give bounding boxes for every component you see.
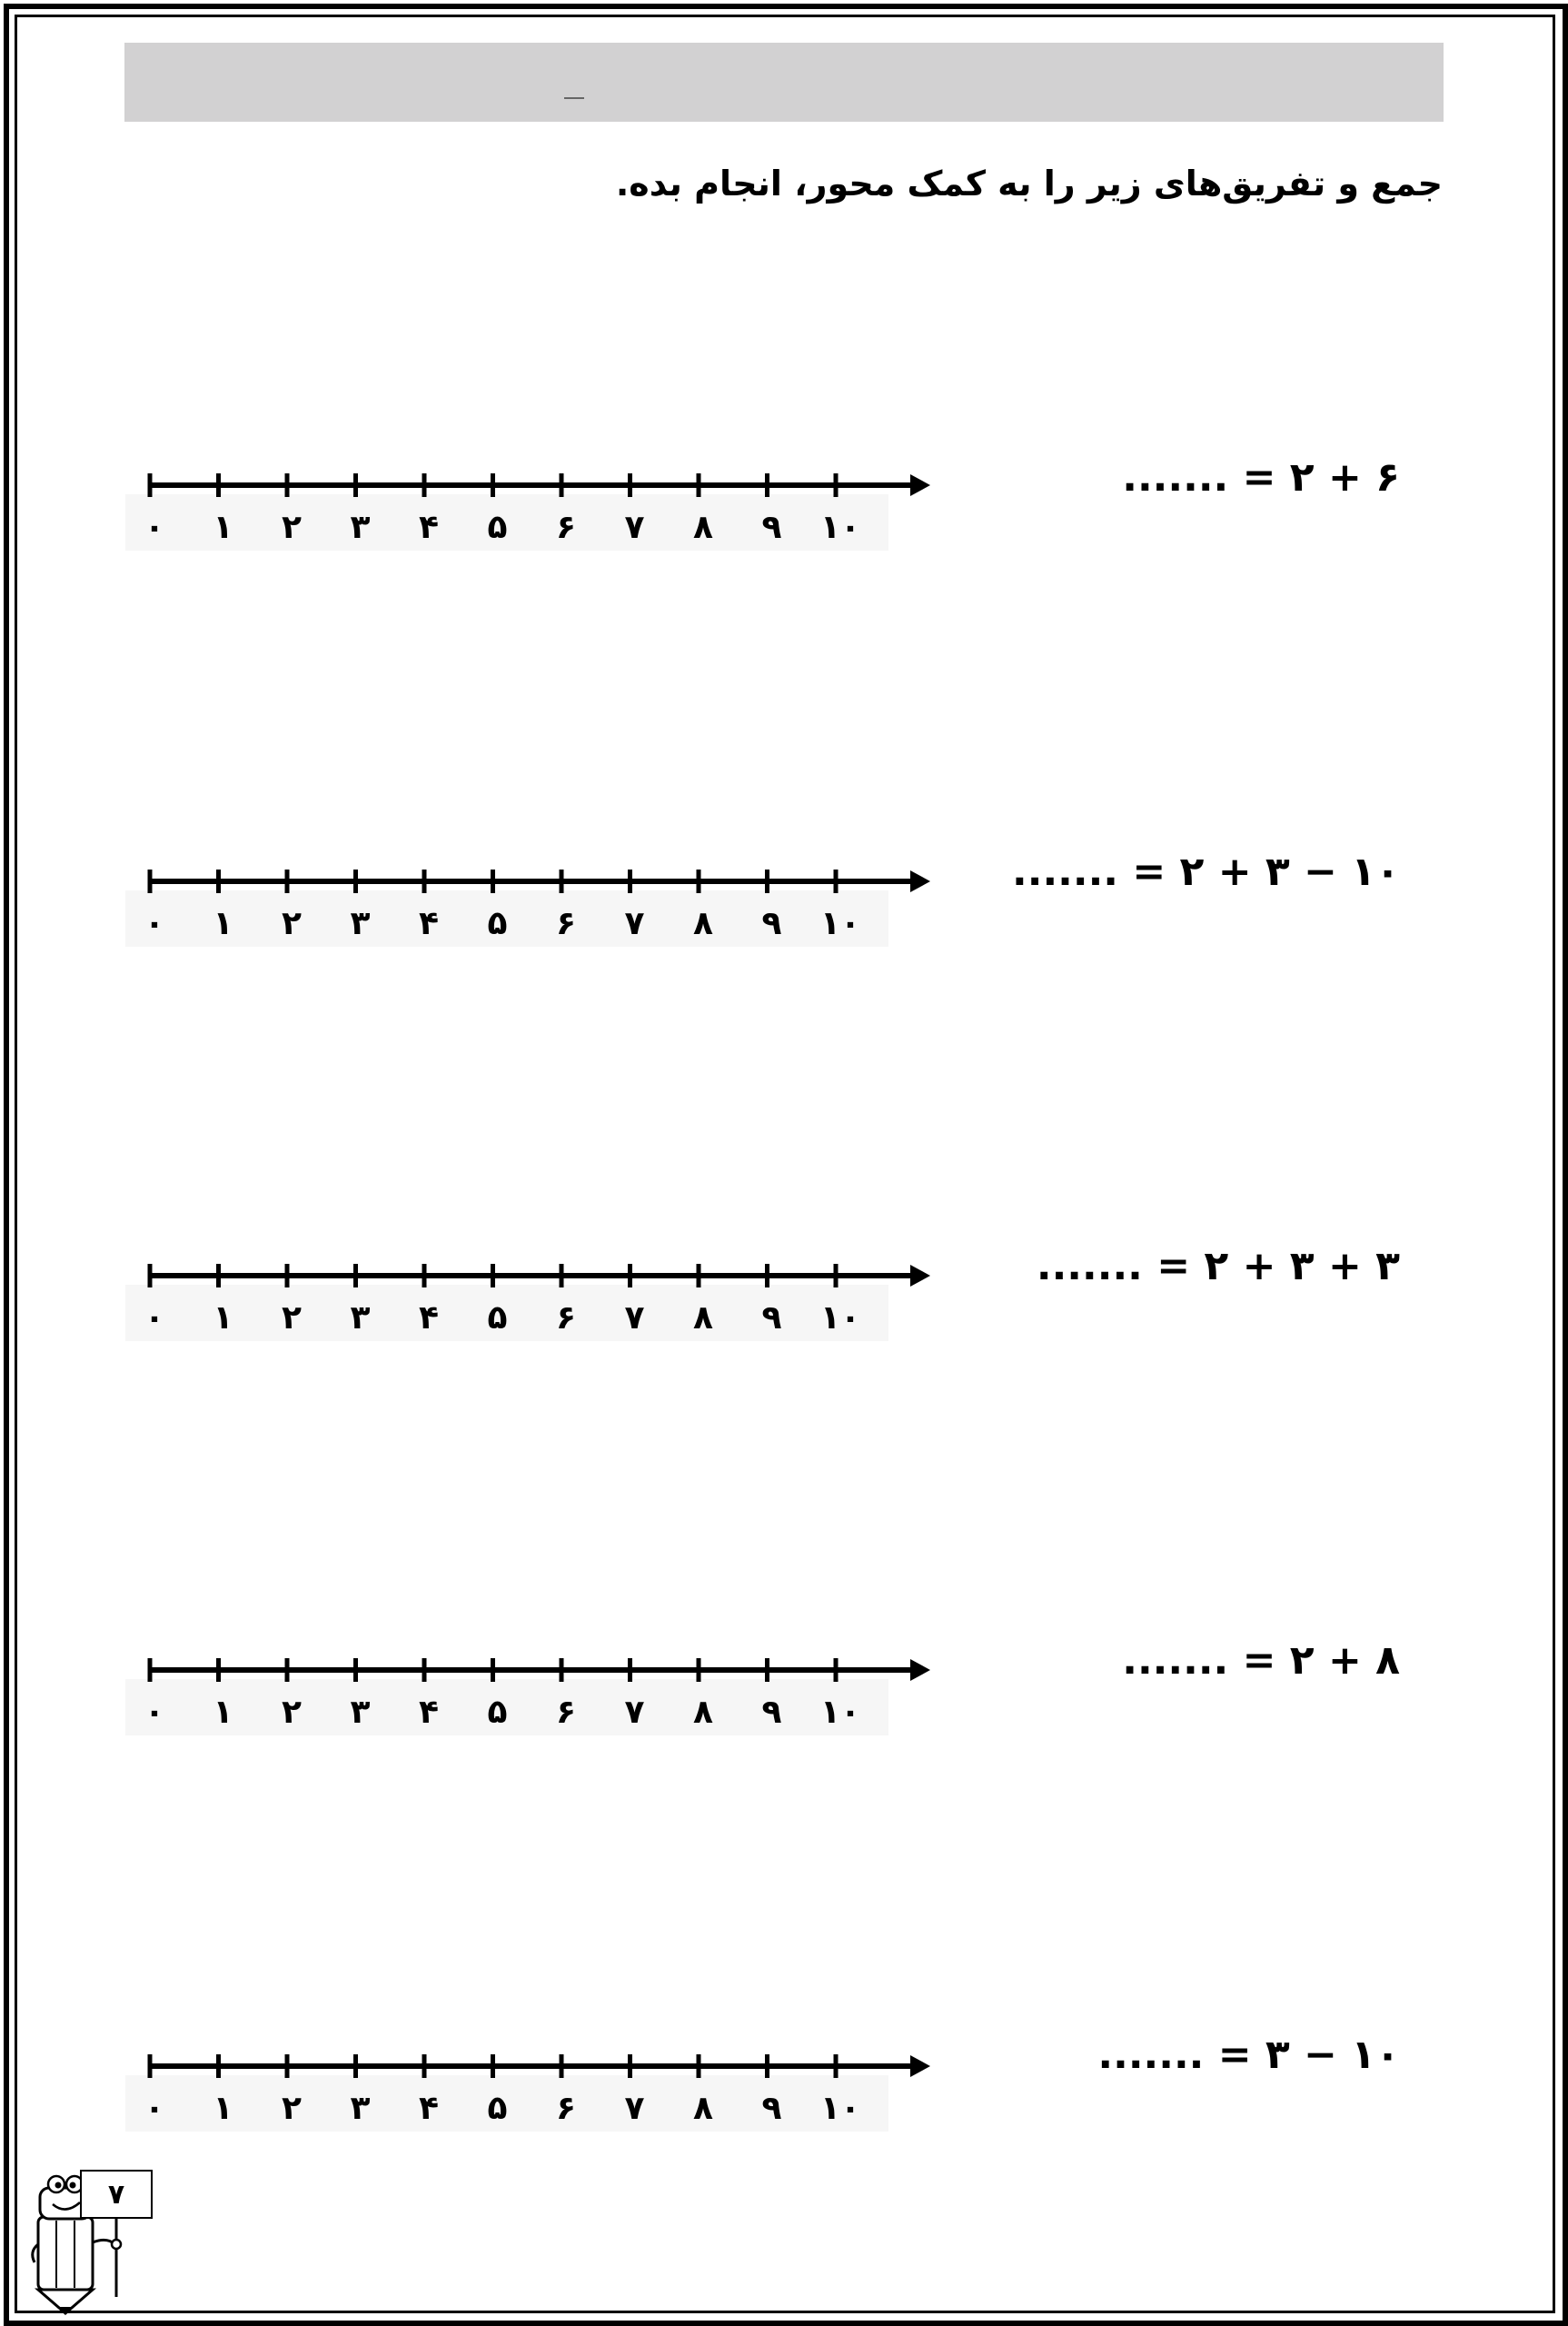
tick-label: ۲	[282, 1694, 302, 1731]
page-border-inner	[15, 15, 1555, 2313]
tick-label: ۳	[350, 905, 371, 942]
axis-arrow-icon	[910, 1265, 930, 1287]
tick-label: ۷	[624, 509, 645, 546]
tick-label: ۶	[556, 905, 576, 942]
tick-label: ۲	[282, 1299, 302, 1337]
tick-label: ۱	[213, 905, 233, 942]
tick-label: ۴	[419, 1694, 439, 1731]
axis-arrow-icon	[910, 474, 930, 496]
tick-label: ۳	[350, 1299, 371, 1337]
exercise-2-expression: ۱۰ − ۳ + ۲ = .......	[1012, 849, 1400, 895]
exercise-1-expression: ۶ + ۲ = .......	[1122, 454, 1400, 501]
tick-label: ۱۰	[820, 1694, 860, 1731]
tick-label: ۰	[144, 1299, 164, 1337]
tick-label: ۰	[144, 509, 164, 546]
tick-label: ۵	[487, 1694, 508, 1731]
tick-label: ۴	[419, 2090, 439, 2127]
number-line-4	[118, 1646, 936, 1737]
number-line-1	[118, 462, 936, 552]
tick-label: ۴	[419, 1299, 439, 1337]
number-line-3	[118, 1252, 936, 1343]
number-line-svg	[118, 1646, 936, 1737]
tick-label: ۸	[693, 2090, 713, 2127]
tick-label: ۲	[282, 2090, 302, 2127]
tick-label: ۹	[761, 1299, 782, 1337]
tick-label: ۱۰	[820, 509, 860, 546]
tick-label: ۰	[144, 2090, 164, 2127]
tick-label: ۲	[282, 905, 302, 942]
tick-label: ۵	[487, 1299, 508, 1337]
tick-label: ۶	[556, 509, 576, 546]
tick-label: ۱	[213, 2090, 233, 2127]
header-mark	[564, 97, 584, 99]
tick-label: ۹	[761, 2090, 782, 2127]
number-line-svg	[118, 462, 936, 552]
exercise-3-expression: ۳ + ۳ + ۲ = .......	[1036, 1243, 1400, 1289]
axis-arrow-icon	[910, 1659, 930, 1681]
tick-label: ۴	[419, 905, 439, 942]
number-line-svg	[118, 2043, 936, 2133]
tick-label: ۶	[556, 1299, 576, 1337]
tick-label: ۸	[693, 509, 713, 546]
tick-label: ۳	[350, 2090, 371, 2127]
page-number: ۷	[80, 2170, 153, 2219]
tick-label: ۷	[624, 1694, 645, 1731]
tick-label: ۱۰	[820, 1299, 860, 1337]
instruction-text: جمع و تفریق‌های زیر را به کمک محور، انجام بده.	[615, 164, 1443, 204]
tick-label: ۹	[761, 905, 782, 942]
tick-label: ۳	[350, 509, 371, 546]
tick-label: ۵	[487, 509, 508, 546]
tick-label: ۸	[693, 1299, 713, 1337]
tick-label: ۸	[693, 905, 713, 942]
tick-label: ۶	[556, 1694, 576, 1731]
tick-label: ۷	[624, 1299, 645, 1337]
axis-arrow-icon	[910, 2055, 930, 2077]
number-line-svg	[118, 1252, 936, 1343]
exercise-5-expression: ۱۰ − ۳ = .......	[1097, 2032, 1400, 2078]
tick-label: ۶	[556, 2090, 576, 2127]
tick-label: ۷	[624, 905, 645, 942]
tick-label: ۲	[282, 509, 302, 546]
tick-label: ۴	[419, 509, 439, 546]
number-line-2	[118, 858, 936, 949]
tick-label: ۱	[213, 1694, 233, 1731]
tick-label: ۵	[487, 905, 508, 942]
number-line-5	[118, 2043, 936, 2133]
tick-label: ۱	[213, 509, 233, 546]
tick-label: ۱۰	[820, 905, 860, 942]
number-line-svg	[118, 858, 936, 949]
exercise-4-expression: ۸ + ۲ = .......	[1122, 1637, 1400, 1684]
tick-label: ۱۰	[820, 2090, 860, 2127]
tick-label: ۳	[350, 1694, 371, 1731]
tick-label: ۸	[693, 1694, 713, 1731]
tick-label: ۵	[487, 2090, 508, 2127]
tick-label: ۹	[761, 1694, 782, 1731]
tick-label: ۰	[144, 1694, 164, 1731]
header-band	[124, 43, 1444, 122]
tick-label: ۹	[761, 509, 782, 546]
tick-label: ۰	[144, 905, 164, 942]
tick-label: ۱	[213, 1299, 233, 1337]
axis-arrow-icon	[910, 870, 930, 892]
tick-label: ۷	[624, 2090, 645, 2127]
